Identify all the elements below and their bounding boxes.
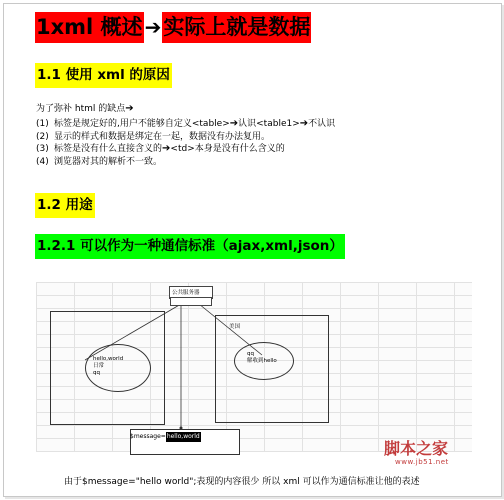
arrow-right-icon: ➔ — [125, 103, 134, 114]
list-item-number: (1) — [36, 119, 49, 129]
arrow-right-icon: ➔ — [162, 143, 171, 154]
watermark-url: www.jb51.net — [395, 458, 449, 466]
server-inner-box — [170, 297, 212, 306]
list-item-text: 浏览器对其的解析不一致。 — [54, 156, 163, 167]
message-value: hello,world — [166, 433, 200, 440]
section-1-2-title: 1.2 用途 — [35, 193, 95, 218]
intro-text: 为了弥补 html 的缺点 — [36, 104, 126, 114]
bubble-right-line-2: 解收到hello — [247, 358, 277, 364]
bubble-right-text — [247, 351, 277, 365]
list-item-text: 认识<table1> — [238, 119, 300, 129]
watermark-logo: 脚本之家 — [384, 439, 449, 458]
bubble-left-text — [93, 356, 123, 377]
heading-1-part2: 实际上就是数据 — [162, 12, 311, 43]
list-item-number: (4) — [36, 156, 49, 167]
list-item-text: 显示的样式和数据是绑定在一起，数据没有办法复用。 — [54, 131, 271, 142]
diagram-caption: 由于$message="hello world";表现的内容很少 所以 xml 可以作为通信标准让他的表述 — [64, 477, 420, 487]
heading-1-part1: 1xml 概述 — [35, 12, 144, 43]
message-prefix: $message= — [130, 433, 166, 440]
server-box: 公共服务器 — [169, 286, 213, 299]
list-item-text: <td>本身是没有什么含义的 — [170, 144, 285, 154]
bubble-left-line-2: 日常 — [93, 363, 105, 369]
list-item-number: (2) — [36, 131, 49, 142]
right-box-label: 美国 — [229, 324, 241, 330]
section-1-2-1-title: 1.2.1 可以作为一种通信标准（ajax,xml,json） — [35, 234, 345, 259]
arrow-right-icon: ➔ — [299, 118, 309, 129]
list-item-number: (3) — [36, 144, 49, 154]
arrow-right-icon: ➔ — [144, 15, 162, 39]
arrow-right-icon: ➔ — [229, 118, 239, 129]
bubble-right-line-1: qq — [247, 351, 254, 357]
message-line — [130, 432, 201, 442]
list-item-text: 不认识 — [308, 119, 336, 129]
list-item-text: 标签是没有什么直接含义的 — [54, 144, 163, 154]
bubble-left-line-3: qq — [93, 370, 100, 376]
section-1-1-title: 1.1 使用 xml 的原因 — [35, 63, 172, 88]
list-item-text: 标签是规定好的,用户不能够自定义<table> — [54, 119, 230, 129]
bubble-left-line-1: hello,world — [93, 356, 124, 362]
